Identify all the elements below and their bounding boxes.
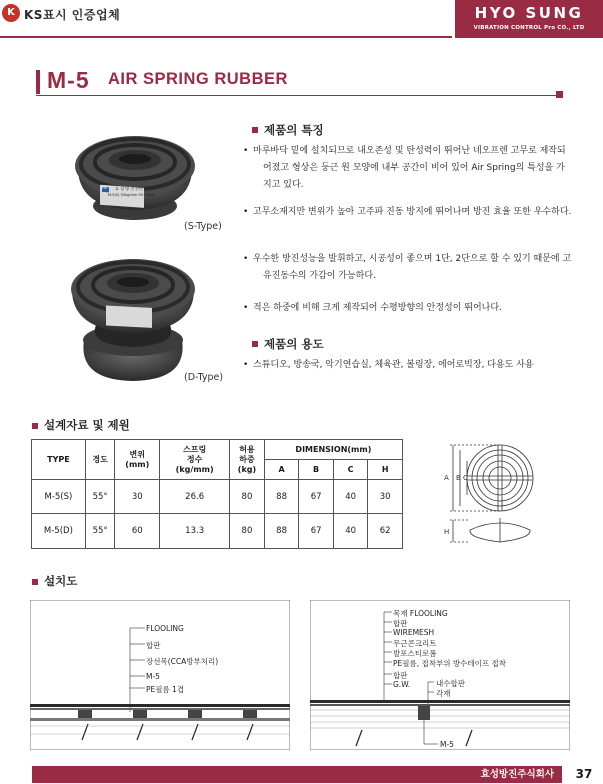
product-name: AIR SPRING RUBBER	[108, 70, 288, 88]
title-accent-bar	[36, 70, 40, 94]
usage-heading-marker	[252, 341, 258, 347]
cell-spring: 13.3	[160, 514, 230, 549]
s-type-product-image	[60, 118, 210, 230]
cell-h: 30	[368, 480, 403, 514]
install-right-label: 무근콘크리트	[393, 639, 437, 648]
features-heading: 제품의 특징	[264, 123, 324, 137]
install-left-label: 합판	[146, 641, 161, 650]
cell-h: 62	[368, 514, 403, 549]
th-load: 허용 하중 (kg)	[230, 440, 265, 480]
th-disp: 변위 (mm)	[115, 440, 160, 480]
dim-label-h: H	[444, 528, 450, 536]
th-hardness: 경도	[85, 440, 115, 480]
cell-c: 40	[333, 480, 368, 514]
cell-a: 88	[264, 514, 299, 549]
s-type-caption: (S-Type)	[184, 221, 222, 232]
cell-load: 80	[230, 514, 265, 549]
install-right-bottom-label: M-5	[440, 740, 454, 749]
install-heading-marker	[32, 579, 38, 585]
th-b: B	[299, 460, 334, 480]
cell-hardness: 55°	[85, 480, 115, 514]
ks-certification-text: KS표시 인증업체	[24, 8, 121, 22]
title-rule-end	[556, 91, 563, 98]
cell-spring: 26.6	[160, 480, 230, 514]
install-heading: 설치도	[44, 574, 78, 588]
dim-label-a: A	[444, 474, 449, 482]
th-dimension: DIMENSION(mm)	[264, 440, 402, 460]
usage-text: • 스튜디오, 방송국, 악기연습실, 체육관, 볼링장, 에어로빅장, 다용도 사용	[253, 357, 573, 374]
dim-label-b: B	[456, 474, 461, 482]
install-right-extra-label: 내수합판	[436, 679, 465, 688]
cell-type: M-5(D)	[32, 514, 86, 549]
feature-item: • 우수한 방진성능을 발휘하고, 시공성이 좋으며 1단, 2단으로 할 수 있기 때문에 고유진동수의 가감이 가능하다.	[253, 251, 573, 285]
install-left-label: 장선목(CCA방부처리)	[146, 657, 219, 666]
spec-heading: 설계자료 및 제원	[44, 418, 130, 432]
d-type-caption: (D-Type)	[184, 372, 224, 383]
install-diagram-right	[310, 600, 570, 750]
th-a: A	[264, 460, 299, 480]
table-row	[32, 480, 403, 514]
d-type-product-image	[58, 245, 208, 385]
cell-disp: 60	[115, 514, 160, 549]
product-label-line1: 효 성 방 진 (주)	[115, 186, 143, 191]
install-right-label: 목재 FLOOLING	[393, 609, 448, 618]
install-left-label: M-5	[146, 672, 160, 681]
cell-b: 67	[299, 480, 334, 514]
feature-item: • 마루바닥 밑에 설치되므로 내오존성 및 탄성력이 뛰어난 네오프렌 고무로 제작되어졌고 형상은 둥근 원 모양에 내부 공간이 비어 있어 Air Spring의 특성을 가지고 있다.	[253, 143, 573, 194]
cell-disp: 30	[115, 480, 160, 514]
install-diagram-left	[30, 600, 290, 750]
brand-name: HYO SUNG	[474, 4, 584, 22]
th-type: TYPE	[32, 440, 86, 480]
feature-item: • 고무소재지만 변위가 높아 고주파 진동 방지에 뛰어나며 방진 효율 또한 우수하다.	[253, 204, 573, 221]
dim-label-c: C	[463, 474, 468, 482]
install-right-label: PE필름, 접착부위 방수테이프 접착	[393, 659, 506, 668]
cell-hardness: 55°	[85, 514, 115, 549]
install-left-label: FLOOLING	[146, 624, 184, 633]
product-label-logo: HS	[102, 186, 107, 190]
th-h: H	[368, 460, 403, 480]
brand-subtitle: VIBRATION CONTROL Pro CO., LTD	[473, 25, 585, 31]
table-row	[32, 514, 403, 549]
install-right-extra-label: 각재	[436, 689, 451, 698]
dimension-drawing	[410, 438, 560, 553]
spec-table	[31, 439, 403, 549]
cell-a: 88	[264, 480, 299, 514]
product-label-line2: M-5(S) 55kg/mm 50~80kg	[108, 193, 155, 197]
page-number: 37	[575, 767, 593, 781]
spec-heading-marker	[32, 423, 38, 429]
install-right-label: 합판	[393, 671, 408, 680]
ks-logo-icon: K	[2, 4, 20, 22]
cell-b: 67	[299, 514, 334, 549]
usage-heading: 제품의 용도	[264, 337, 324, 351]
feature-item: • 적은 하중에 비해 크게 제작되어 수평방향의 안정성이 뛰어나다.	[253, 300, 573, 317]
product-model: M-5	[47, 67, 90, 93]
install-right-label: 합판	[393, 619, 408, 628]
footer-company: 효성방진주식회사	[32, 766, 562, 783]
install-right-label: WIREMESH	[393, 628, 435, 637]
header-rule	[0, 36, 452, 38]
cell-load: 80	[230, 480, 265, 514]
cell-c: 40	[333, 514, 368, 549]
title-rule	[36, 95, 558, 96]
install-right-label: 발포스티로폼	[393, 649, 437, 658]
features-heading-marker	[252, 127, 258, 133]
install-left-label: PE필름 1겹	[146, 685, 185, 694]
cell-type: M-5(S)	[32, 480, 86, 514]
install-right-label: G.W.	[393, 680, 411, 689]
th-spring: 스프링 정수 (kg/mm)	[160, 440, 230, 480]
th-c: C	[333, 460, 368, 480]
brand-block	[455, 0, 603, 38]
